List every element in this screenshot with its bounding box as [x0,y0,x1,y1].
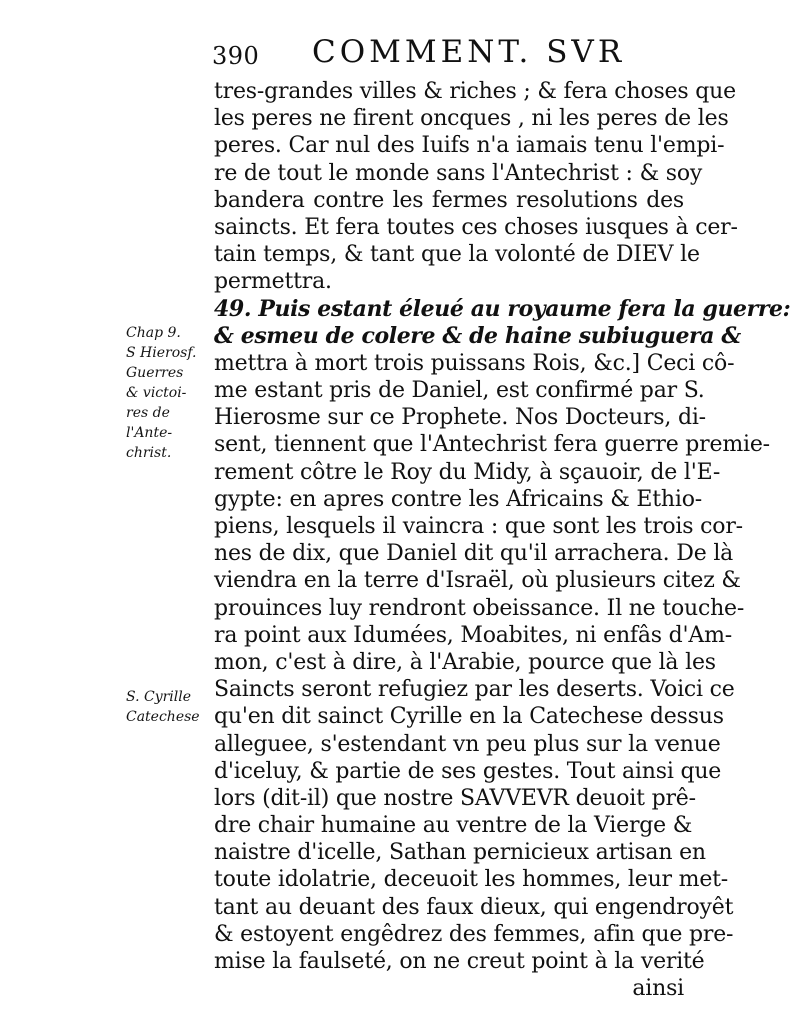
text-line: bandera contre les fermes resolutions des [214,187,684,213]
text-line: tain temps, & tant que la volonté de DIEV le [214,242,700,268]
text-line: peres. Car nul des Iuifs n'a iamais tenu l'empi- [214,133,725,159]
text-line: dre chair humaine au ventre de la Vierge & [214,813,693,839]
marginal-note-chapter [126,323,196,463]
marginal-note-line: res de [126,405,170,421]
marginal-note-line: Catechese [126,709,200,725]
text-line: nes de dix, que Daniel dit qu'il arrachera. De là [214,541,734,567]
text-line: sent, tiennent que l'Antechrist fera guerre premie- [214,432,770,458]
text-line: mettra à mort trois puissans Rois, &c.] Ceci cô- [214,350,735,376]
marginal-note-line: & victoi- [126,385,187,401]
marginal-note-line: S Hierosf. [126,345,197,361]
marginal-note-cyrille [126,687,200,727]
running-title: COMMENT. SVR [312,34,626,70]
marginal-note-line: S. Cyrille [126,689,192,705]
text-line: d'iceluy, & partie de ses gestes. Tout ainsi que [214,758,722,784]
text-line: prouinces luy rendront obeissance. Il ne touche- [214,595,745,621]
text-line: saincts. Et fera toutes ces choses iusques à cer- [214,214,738,240]
text-line: viendra en la terre d'Israël, où plusieurs citez & [214,568,741,594]
text-line: Hierosme sur ce Prophete. Nos Docteurs, di- [214,405,706,431]
text-line: lors (dit-il) que nostre SAVVEVR deuoit prê- [214,785,696,811]
text-line: mon, c'est à dire, à l'Arabie, pource que là les [214,649,716,675]
marginal-note-line: christ. [126,445,172,461]
text-line: mise la faulseté, on ne creut point à la verité [214,949,705,974]
text-line: ra point aux Idumées, Moabites, ni enfâs d'Am- [214,622,732,648]
text-line: permettra. [214,269,332,295]
page-number: 390 [212,42,260,70]
marginal-note-line: l'Ante- [126,425,173,441]
verse-heading-line: & esmeu de colere & de haine subiuguera & [214,322,741,349]
text-line: rement côtre le Roy du Midy, à sçauoir, de l'E- [214,459,721,485]
marginal-note-line: Guerres [126,365,184,381]
text-line: me estant pris de Daniel, est confirmé par S. [214,378,705,404]
text-line: tres-grandes villes & riches ; & fera choses que [214,79,736,104]
text-line: naistre d'icelle, Sathan pernicieux artisan en [214,840,706,866]
text-line: qu'en dit sainct Cyrille en la Catechese dessus [214,704,724,730]
verse-heading-line: 49. Puis estant éleué au royaume fera la guerre: [214,295,790,322]
text-line: & estoyent engêdrez des femmes, afin que pre- [214,921,734,947]
main-text [214,78,790,1002]
text-line: gypte: en apres contre les Africains & Ethio- [214,486,702,512]
text-line: toute idolatrie, deceuoit les hommes, leur met- [214,867,729,893]
text-line: les peres ne firent oncques , ni les peres de les [214,106,729,132]
text-line: Saincts seront refugiez par les deserts. Voici ce [214,677,735,703]
text-line: alleguee, s'estendant vn peu plus sur la venue [214,731,721,757]
page-header [212,34,682,74]
marginal-note-line: Chap 9. [126,325,181,341]
text-line: piens, lesquels il vaincra : que sont les trois cor- [214,514,743,539]
catchword: ainsi [632,976,684,1002]
text-line: re de tout le monde sans l'Antechrist : & soy [214,160,703,186]
text-line: tant au deuant des faux dieux, qui engendroyêt [214,894,734,920]
